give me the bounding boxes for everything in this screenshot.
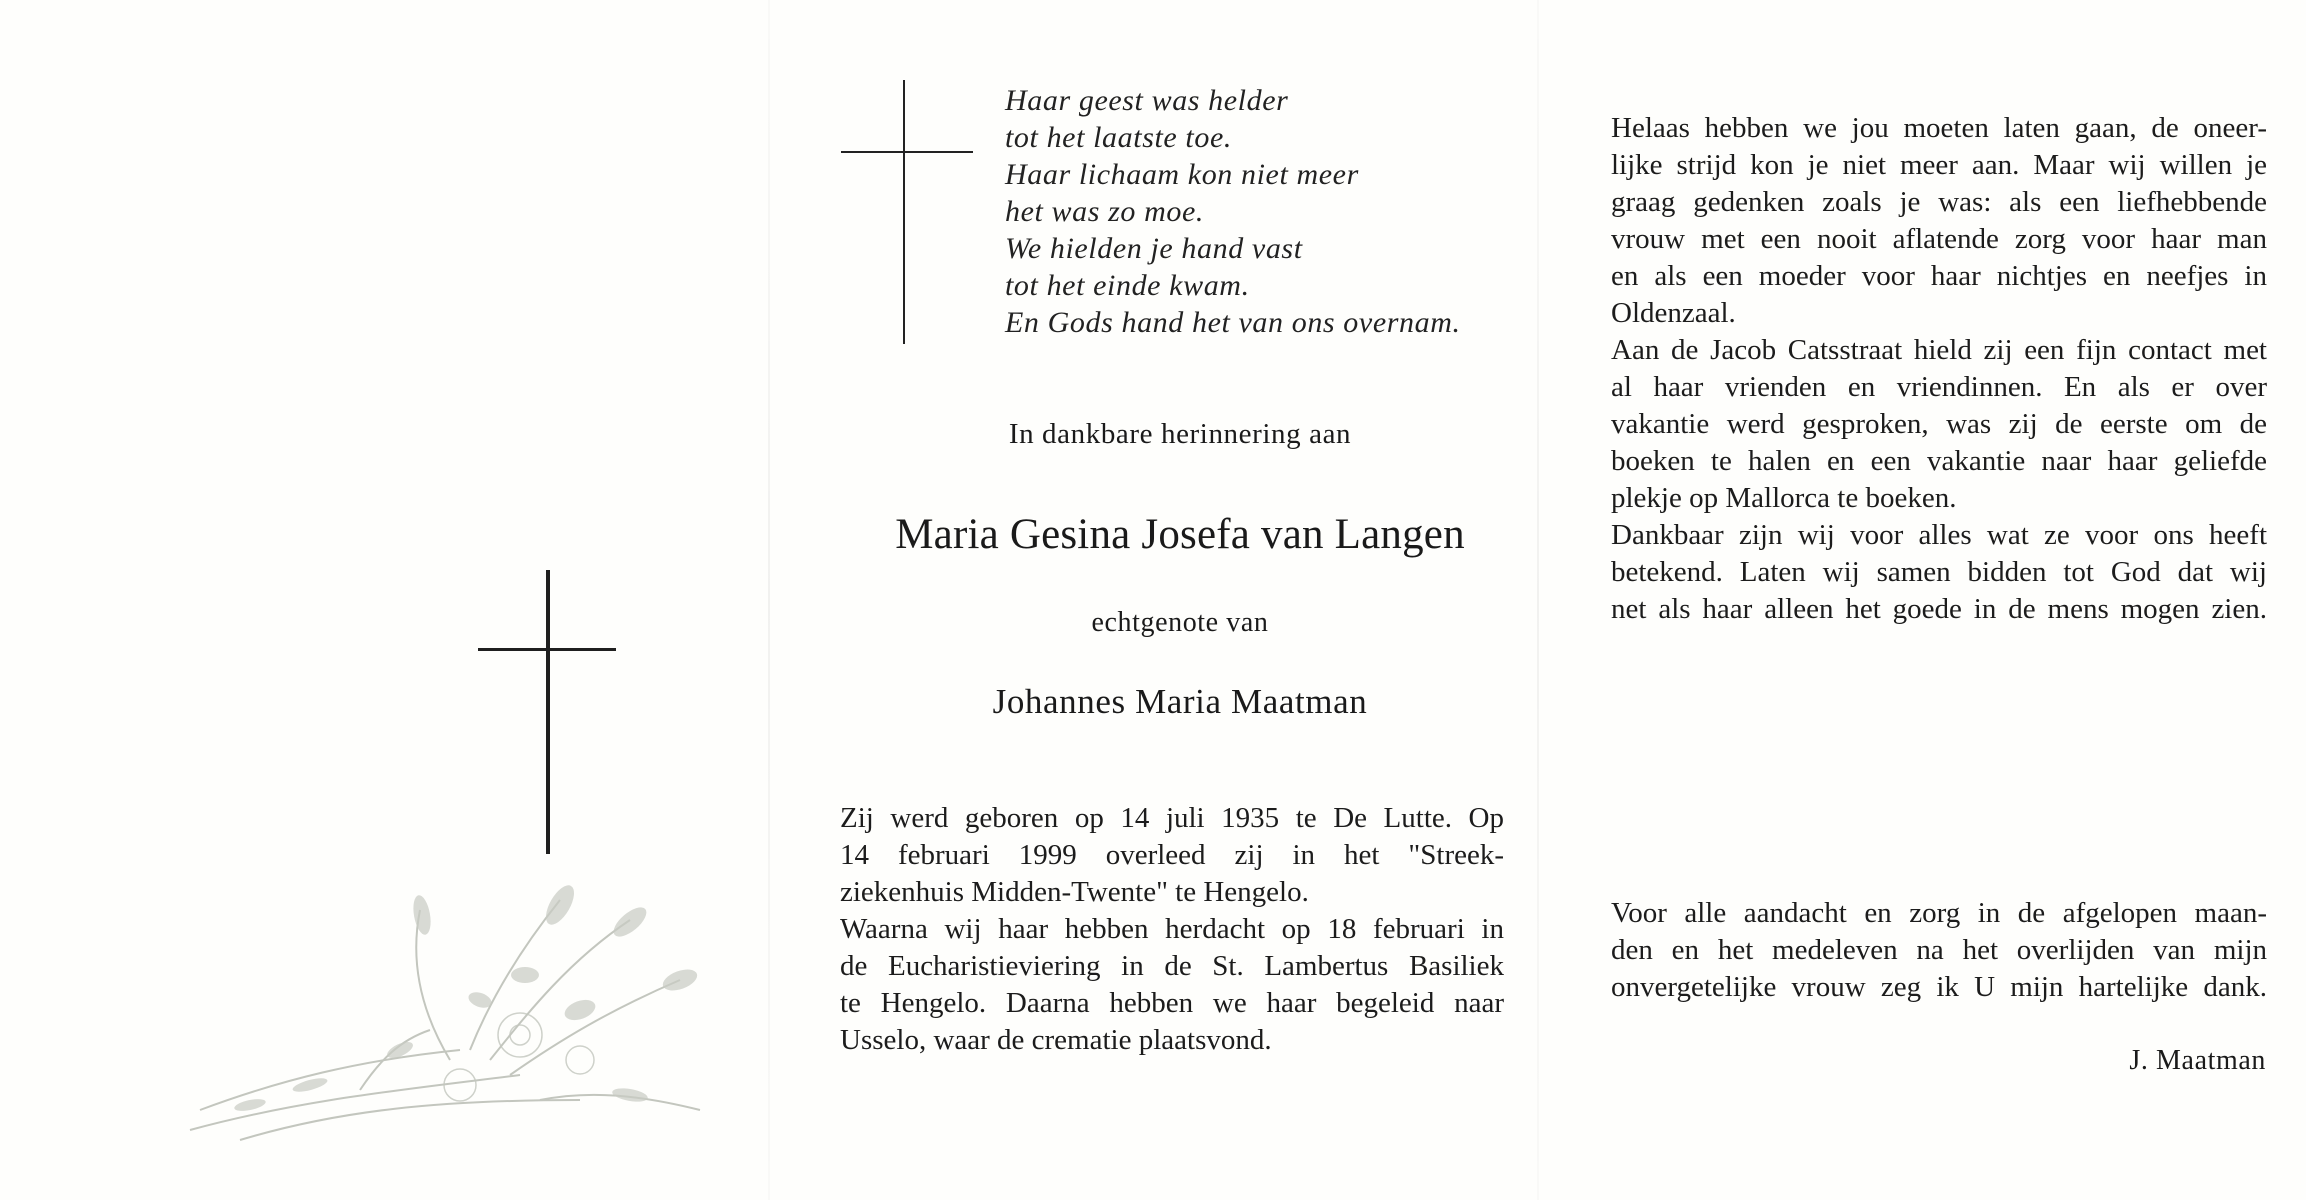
poem-line: We hielden je hand vast: [1005, 232, 1303, 265]
poem-line: En Gods hand het van ons overnam.: [1005, 306, 1461, 339]
fold-line-right: [1537, 0, 1539, 1200]
poem-line: Haar lichaam kon niet meer: [1005, 158, 1359, 191]
small-cross-vertical: [903, 80, 905, 344]
floral-decoration-icon: [160, 860, 780, 1160]
text-line: Aan de Jacob Catsstraat hield zij een fijn contact met: [1611, 334, 2267, 366]
text-line: Waarna wij haar hebben herdacht op 18 februari in: [840, 913, 1504, 945]
poem-line: het was zo moe.: [1005, 195, 1204, 228]
spouse-label: echtgenote van: [1091, 607, 1269, 638]
deceased-name: Maria Gesina Josefa van Langen: [895, 511, 1465, 558]
text-line: vrouw met een nooit aflatende zorg voor haar man: [1611, 223, 2267, 255]
text-line: Helaas hebben we jou moeten laten gaan, de oneer-: [1611, 112, 2267, 144]
text-line: onvergetelijke vrouw zeg ik U mijn hartelijke dank.: [1611, 971, 2267, 1003]
text-line: Oldenzaal.: [1611, 297, 1736, 329]
text-line: lijke strijd kon je niet meer aan. Maar wij willen je: [1611, 149, 2267, 181]
spouse-name: Johannes Maria Maatman: [992, 682, 1368, 721]
text-line: Voor alle aandacht en zorg in de afgelopen maan-: [1611, 897, 2267, 929]
text-line: plekje op Mallorca te boeken.: [1611, 482, 1957, 514]
poem: [1005, 82, 1461, 341]
text-line: 14 februari 1999 overleed zij in het "Streek-: [840, 839, 1504, 871]
text-line: ziekenhuis Midden-Twente" te Hengelo.: [840, 876, 1309, 908]
text-line: al haar vrienden en vriendinnen. En als er over: [1611, 371, 2267, 403]
text-line: betekend. Laten wij samen bidden tot God dat wij: [1611, 556, 2267, 588]
text-line: den en het medeleven na het overlijden van mijn: [1611, 934, 2267, 966]
text-line: te Hengelo. Daarna hebben we haar begeleid naar: [840, 987, 1504, 1019]
large-cross-horizontal: [478, 648, 616, 651]
text-line: vakantie werd gesproken, was zij de eerste om de: [1611, 408, 2267, 440]
small-cross-horizontal: [841, 151, 973, 153]
poem-line: tot het laatste toe.: [1005, 121, 1232, 154]
thanks-paragraph: [1611, 895, 2267, 1006]
text-line: en als een moeder voor haar nichtjes en neefjes in: [1611, 260, 2267, 292]
text-line: Dankbaar zijn wij voor alles wat ze voor ons heeft: [1611, 519, 2267, 551]
text-line: net als haar alleen het goede in de mens mogen zien.: [1611, 593, 2267, 625]
intro-text: In dankbare herinnering aan: [1008, 418, 1352, 450]
text-line: Zij werd geboren op 14 juli 1935 te De Lutte. Op: [840, 802, 1504, 834]
memory-paragraph: [1611, 110, 2267, 628]
text-line: Usselo, waar de crematie plaatsvond.: [840, 1024, 1272, 1056]
text-line: graag gedenken zoals je was: als een liefhebbende: [1611, 186, 2267, 218]
signature: J. Maatman: [2129, 1045, 2266, 1076]
life-paragraph: [840, 800, 1504, 1059]
poem-line: tot het einde kwam.: [1005, 269, 1250, 302]
poem-line: Haar geest was helder: [1005, 84, 1289, 117]
text-line: boeken te halen en een vakantie naar haar geliefde: [1611, 445, 2267, 477]
large-cross-vertical: [546, 570, 550, 854]
text-line: de Eucharistieviering in de St. Lambertus Basiliek: [840, 950, 1504, 982]
